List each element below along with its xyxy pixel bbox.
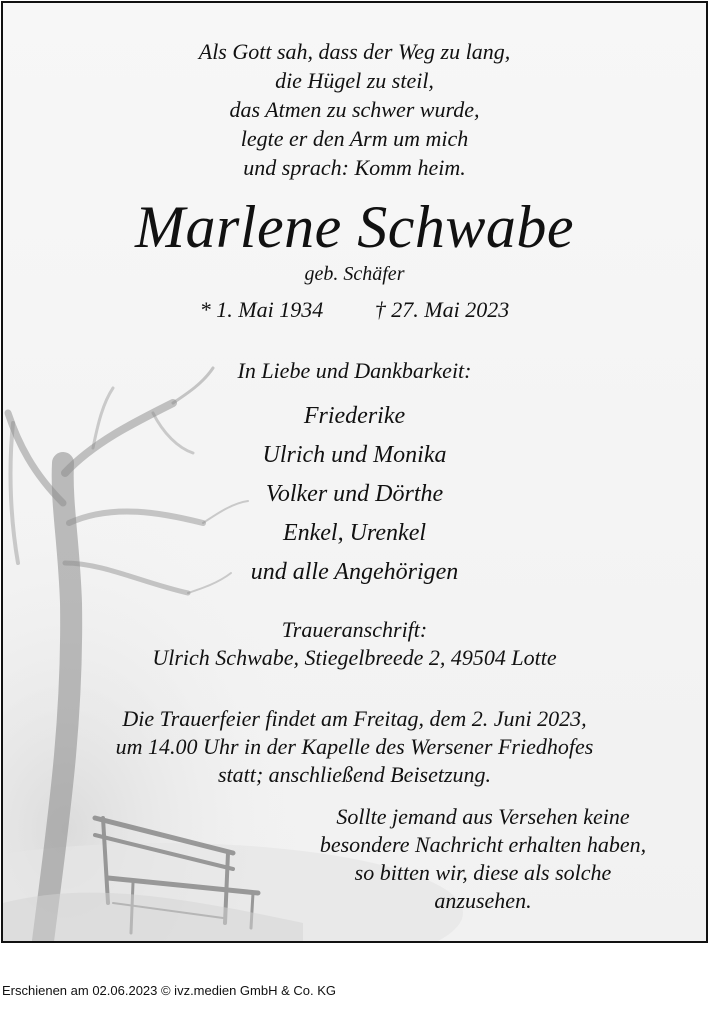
mourning-address [3, 616, 706, 672]
family-member: und alle Angehörigen [250, 559, 459, 585]
poem-line: legte er den Arm um mich [240, 126, 469, 151]
death-date: † 27. Mai 2023 [374, 297, 510, 322]
address-value: Ulrich Schwabe, Stiegelbreede 2, 49504 Lotte [152, 645, 557, 670]
obituary-card [1, 1, 708, 943]
life-dates [3, 296, 706, 324]
poem-line: Als Gott sah, dass der Weg zu lang, [198, 39, 511, 64]
notice-note [283, 803, 683, 915]
ceremony-line: statt; anschließend Beisetzung. [217, 762, 492, 787]
poem-line: die Hügel zu steil, [275, 68, 434, 93]
poem-line: das Atmen zu schwer wurde, [229, 97, 480, 122]
address-label: Traueranschrift: [281, 617, 428, 642]
deceased-name: Marlene Schwabe [134, 194, 575, 260]
note-line: anzusehen. [434, 888, 532, 913]
poem-line: und sprach: Komm heim. [243, 155, 466, 180]
family-member: Ulrich und Monika [262, 442, 447, 468]
family-list [3, 397, 706, 592]
ceremony-info [3, 705, 706, 789]
birth-name: geb. Schäfer [304, 263, 405, 285]
family-member: Volker und Dörthe [265, 481, 444, 507]
dedication-line: In Liebe und Dankbarkeit: [237, 358, 472, 383]
family-member: Enkel, Urenkel [282, 520, 427, 546]
ceremony-line: um 14.00 Uhr in der Kapelle des Wersener Friedhofes [115, 734, 594, 759]
publication-footer: Erschienen am 02.06.2023 © ivz.medien GmbH & Co. KG [2, 983, 337, 998]
family-member: Friederike [303, 403, 406, 429]
ceremony-line: Die Trauerfeier findet am Freitag, dem 2. Juni 2023, [122, 706, 587, 731]
note-line: so bitten wir, diese als solche [354, 860, 612, 885]
birth-date: * 1. Mai 1934 [199, 297, 324, 322]
poem [3, 37, 706, 182]
note-line: Sollte jemand aus Versehen keine [336, 804, 630, 829]
note-line: besondere Nachricht erhalten haben, [319, 832, 647, 857]
